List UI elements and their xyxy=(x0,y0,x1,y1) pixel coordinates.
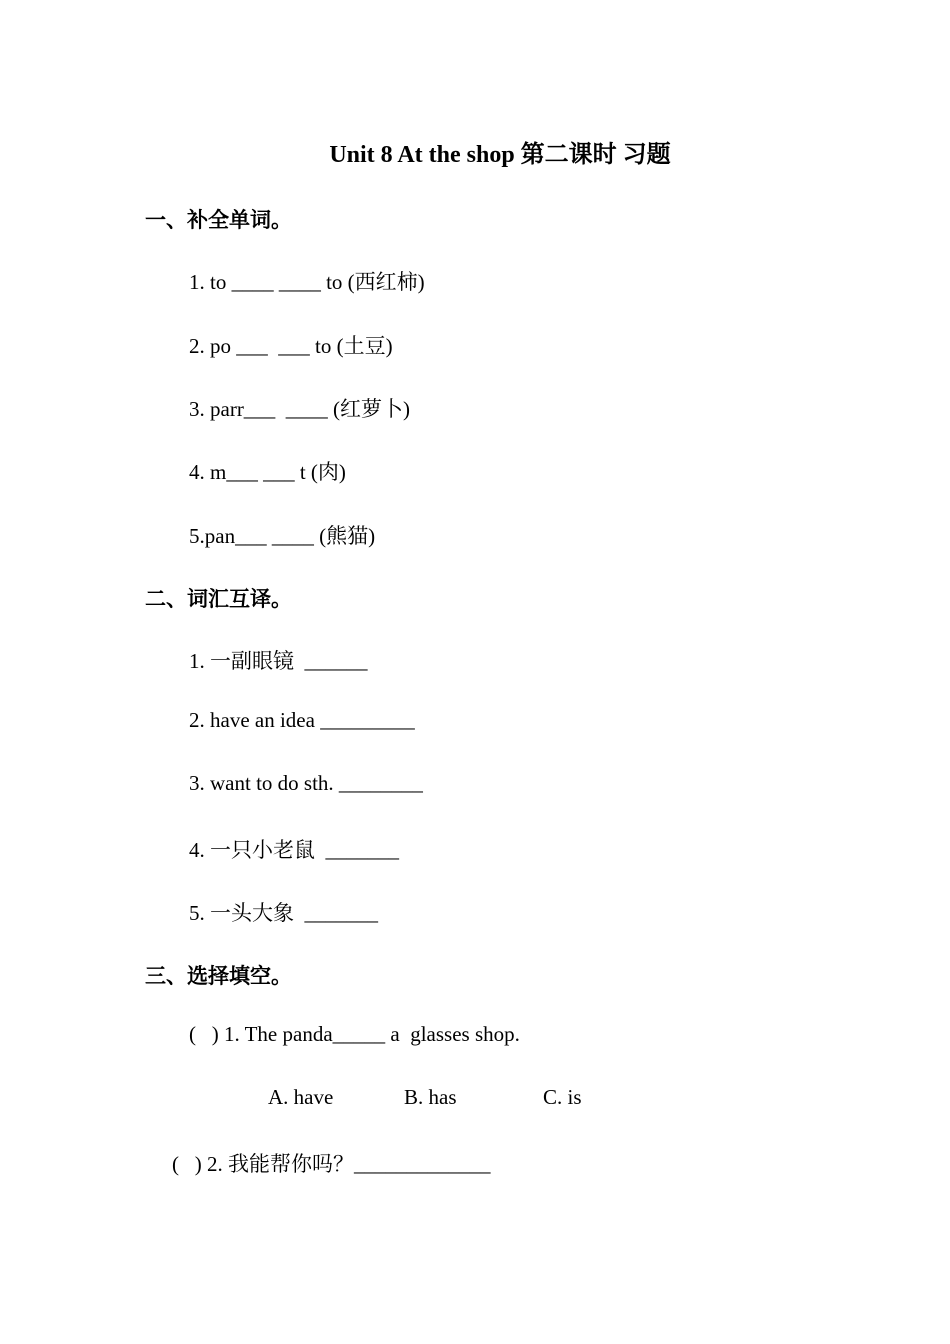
translate-item: 3. want to do sth. ________ xyxy=(189,771,423,795)
option-a: A. have xyxy=(268,1085,334,1109)
translate-item: 1. 一副眼镜 ______ xyxy=(189,649,368,673)
choice-question: ( ) 1. The panda_____ a glasses shop. xyxy=(189,1022,520,1046)
fill-word-item: 3. parr___ ____ (红萝卜) xyxy=(189,397,411,421)
choice-question: ( ) 2. 我能帮你吗？_____________ xyxy=(172,1152,491,1176)
translate-item: 4. 一只小老鼠 _______ xyxy=(189,838,399,862)
fill-word-item: 5.pan___ ____ (熊猫) xyxy=(189,524,376,548)
page-title: Unit 8 At the shop 第二课时 习题 xyxy=(329,142,671,168)
section-heading-multiple-choice: 三、选择填空。 xyxy=(145,964,292,988)
section-heading-translate: 二、词汇互译。 xyxy=(145,587,292,611)
fill-word-item: 2. po ___ ___ to (土豆) xyxy=(189,334,393,358)
fill-word-item: 4. m___ ___ t (肉) xyxy=(189,460,346,484)
section-heading-fill-words: 一、补全单词。 xyxy=(145,208,292,232)
translate-item: 5. 一头大象 _______ xyxy=(189,901,378,925)
translate-item: 2. have an idea _________ xyxy=(189,708,415,732)
fill-word-item: 1. to ____ ____ to (西红柿) xyxy=(189,270,425,294)
option-c: C. is xyxy=(543,1085,582,1109)
option-b: B. has xyxy=(404,1085,457,1109)
